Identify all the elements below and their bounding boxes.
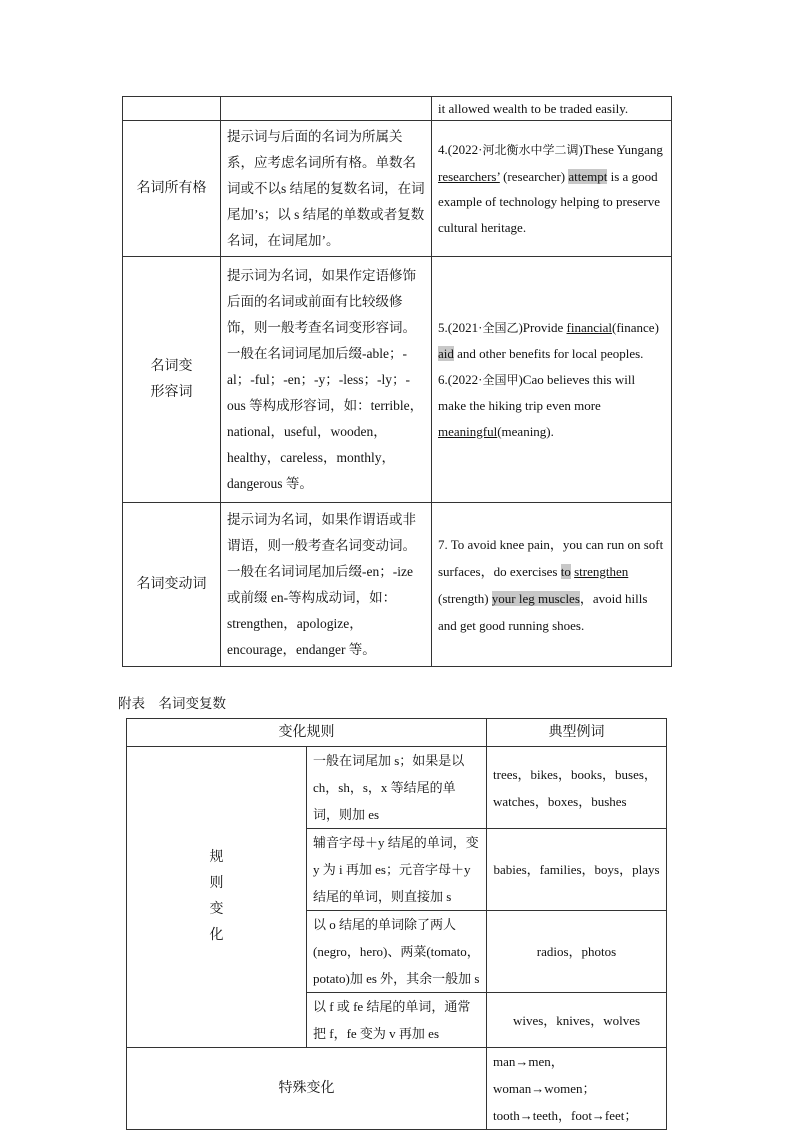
rule-text: 提示词为名词，如果作定语修饰后面的名词或前面有比较级修饰，则一般考查名词变形容词。一般在名词词尾加后缀-able；-al；-ful；-en；-y；-less；-ly；-ous 等构成形容词，如：terrible，national，useful，wooden，healthy，careless，monthly，dangerous 等。 xyxy=(227,267,424,491)
table-header-row xyxy=(127,719,667,747)
header-rule: 变化规则 xyxy=(127,719,487,747)
category-label: 名词变 xyxy=(150,358,193,374)
answer-blank: strengthen xyxy=(574,563,629,579)
category-cell xyxy=(123,503,221,667)
side-char: 则 xyxy=(209,876,224,891)
category-cell xyxy=(123,257,221,503)
side-char: 规 xyxy=(209,850,224,865)
example-cell xyxy=(487,1048,667,1130)
highlighted-word: attempt xyxy=(568,168,608,184)
example-cell xyxy=(432,97,672,121)
example-text: ，avoid hills and get good running shoes. xyxy=(438,590,648,633)
noun-conversion-table xyxy=(122,96,672,667)
example-cell: wives，knives，wolves xyxy=(487,993,667,1048)
category-cell xyxy=(123,121,221,257)
rule-cell xyxy=(221,257,432,503)
example-text: (researcher) xyxy=(499,168,569,184)
rule-text: 提示词为名词，如果作谓语或非谓语，则一般考查名词变动词。一般在名词词尾加后缀-en；-ize 或前缀 en-等构成动词，如：strengthen，apologize，encourage，endanger 等。 xyxy=(227,511,416,657)
cell-empty xyxy=(123,97,221,121)
rule-cell: 一般在词尾加 s；如果是以 ch，sh，s，x 等结尾的单词，则加 es xyxy=(307,747,487,829)
example-paren: ) xyxy=(578,142,583,157)
example-text: (strength) xyxy=(438,590,492,606)
rule-cell: 辅音字母＋y 结尾的单词，变 y 为 i 再加 es；元音字母＋y 结尾的单词，则直接加 s xyxy=(307,829,487,911)
special-label: 特殊变化 xyxy=(127,1048,487,1130)
rule-text: 提示词与后面的名词为所属关系，应考虑名词所有格。单数名词或不以s 结尾的复数名词，在词尾加’s；以 s 结尾的单数或者复数名词，在词尾加’。 xyxy=(227,128,425,248)
table-row xyxy=(123,503,672,667)
rule-cell: 以 o 结尾的单词除了两人(negro，hero)、两菜(tomato，potato)加 es 外，其余一般加 s xyxy=(307,911,487,993)
side-label xyxy=(127,747,307,1048)
example-source: 全国甲 xyxy=(482,372,519,387)
example-text: These Yungang xyxy=(582,142,663,157)
example-paren: ) xyxy=(518,319,523,335)
highlighted-word: aid xyxy=(438,346,454,362)
example-cell: radios，photos xyxy=(487,911,667,993)
side-char: 变 xyxy=(209,902,224,917)
example-number: 5.( xyxy=(438,319,453,335)
rule-cell xyxy=(221,121,432,257)
table-row xyxy=(123,121,672,257)
example-line: tooth→teeth，foot→feet； xyxy=(493,1108,638,1123)
example-cell: babies，families，boys，plays xyxy=(487,829,667,911)
example-year: 2022· xyxy=(452,142,483,157)
table-row xyxy=(127,747,667,829)
answer-blank: meaningful xyxy=(438,423,498,439)
side-char: 化 xyxy=(209,928,224,943)
category-label: 名词所有格 xyxy=(136,180,207,196)
answer-blank: researchers’ xyxy=(438,168,500,184)
example-text: it allowed wealth to be traded easily. xyxy=(438,100,629,116)
cell-empty xyxy=(221,97,432,121)
example-cell xyxy=(432,257,672,503)
category-label: 名词变动词 xyxy=(136,576,207,592)
highlighted-word: to xyxy=(560,563,571,579)
example-year: 2021· xyxy=(452,319,483,335)
example-item xyxy=(438,367,665,445)
example-text: is a good example of technology helping to preserve cultural heritage. xyxy=(438,168,661,235)
example-item xyxy=(438,315,665,367)
table-row xyxy=(123,97,672,121)
header-example: 典型例词 xyxy=(487,719,667,747)
table-row xyxy=(123,257,672,503)
answer-blank: financial xyxy=(566,319,612,335)
rule-cell xyxy=(221,503,432,667)
example-number: 4.( xyxy=(438,142,453,157)
example-cell xyxy=(432,503,672,667)
example-text: Provide xyxy=(522,319,567,335)
plural-rules-table xyxy=(126,718,667,1130)
category-label: 形容词 xyxy=(150,384,193,400)
rule-cell: 以 f 或 fe 结尾的单词，通常把 f，fe 变为 v 再加 es xyxy=(307,993,487,1048)
example-source: 河北衡水中学二调 xyxy=(482,143,579,157)
example-paren: ) xyxy=(518,371,523,387)
example-cell: trees，bikes，books，buses，watches，boxes，bushes xyxy=(487,747,667,829)
example-text: Cao believes this will make the hiking trip even more xyxy=(438,371,636,414)
example-text: (finance) xyxy=(611,319,659,335)
appendix-title: 附表 名词变复数 xyxy=(118,696,226,711)
example-text: 7. To avoid knee pain，you can run on soft surfaces，do exercises xyxy=(438,536,664,579)
example-text: and other benefits for local peoples. xyxy=(453,346,644,362)
example-text: (meaning). xyxy=(497,423,554,439)
example-year: 2022· xyxy=(452,371,483,387)
example-number: 6.( xyxy=(438,371,453,387)
example-source: 全国乙 xyxy=(482,320,519,335)
example-line: man→men，woman→women； xyxy=(493,1054,596,1096)
example-cell xyxy=(432,121,672,257)
highlighted-word: your leg muscles xyxy=(491,590,580,606)
table-row xyxy=(127,1048,667,1130)
